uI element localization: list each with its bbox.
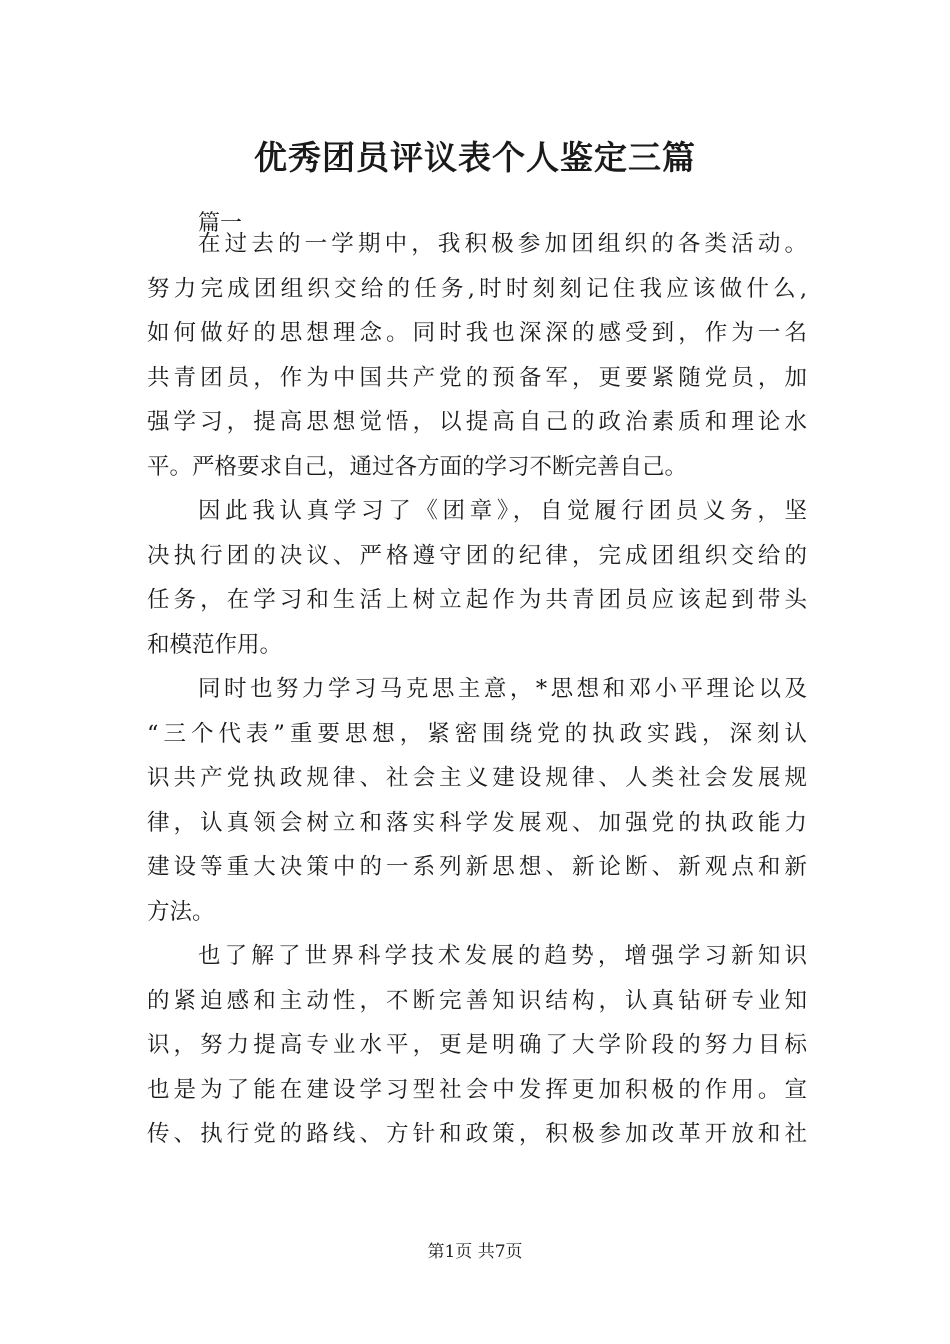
text-line: 识，努力提高专业水平，更是明确了大学阶段的努力目标 (147, 1032, 807, 1058)
text-line: 方法。 (147, 898, 215, 925)
text-line: 决执行团的决议、严格遵守团的纪律，完成团组织交给的 (147, 542, 807, 569)
text-line: 努力完成团组织交给的任务,时时刻刻记住我应该做什么, (147, 275, 807, 302)
text-line: 如何做好的思想理念。同时我也深深的感受到，作为一名 (147, 320, 807, 346)
text-line: 同时也努力学习马克思主意，*思想和邓小平理论以及 (198, 676, 807, 702)
text-line: 也了解了世界科学技术发展的趋势，增强学习新知识 (198, 943, 807, 969)
text-line: 强学习，提高思想觉悟，以提高自己的政治素质和理论水 (147, 409, 807, 435)
paragraph-1 (147, 222, 807, 489)
paragraph-2 (147, 489, 807, 667)
paragraph-3 (147, 667, 807, 934)
text-line: 的紧迫感和主动性，不断完善知识结构，认真钻研专业知 (147, 987, 807, 1014)
text-line: 任务，在学习和生活上树立起作为共青团员应该起到带头 (147, 587, 807, 613)
text-line: 平。严格要求自己，通过各方面的学习不断完善自己。 (147, 453, 688, 480)
text-line: 共青团员，作为中国共产党的预备军，更要紧随党员，加 (147, 364, 807, 391)
text-line: 识共产党执政规律、社会主义建设规律、人类社会发展规 (147, 765, 807, 791)
text-line: 和模范作用。 (147, 631, 283, 658)
text-line: 因此我认真学习了《团章》，自觉履行团员义务，坚 (198, 498, 807, 524)
document-title: 优秀团员评议表个人鉴定三篇 (254, 138, 696, 177)
section-label: 篇一 (198, 211, 243, 236)
text-line: “三个代表”重要思想，紧密围绕党的执政实践，深刻认 (147, 720, 807, 747)
document-body (147, 222, 807, 1157)
paragraph-4 (147, 934, 807, 1157)
text-line: 律，认真领会树立和落实科学发展观、加强党的执政能力 (147, 809, 807, 836)
text-line: 传、执行党的路线、方针和政策，积极参加改革开放和社 (147, 1121, 807, 1147)
text-line: 建设等重大决策中的一系列新思想、新论断、新观点和新 (147, 854, 807, 880)
text-line: 在过去的一学期中，我积极参加团组织的各类活动。 (198, 231, 807, 257)
page-number-footer: 第1页 共7页 (427, 1242, 523, 1262)
text-line: 也是为了能在建设学习型社会中发挥更加积极的作用。宣 (147, 1076, 807, 1103)
